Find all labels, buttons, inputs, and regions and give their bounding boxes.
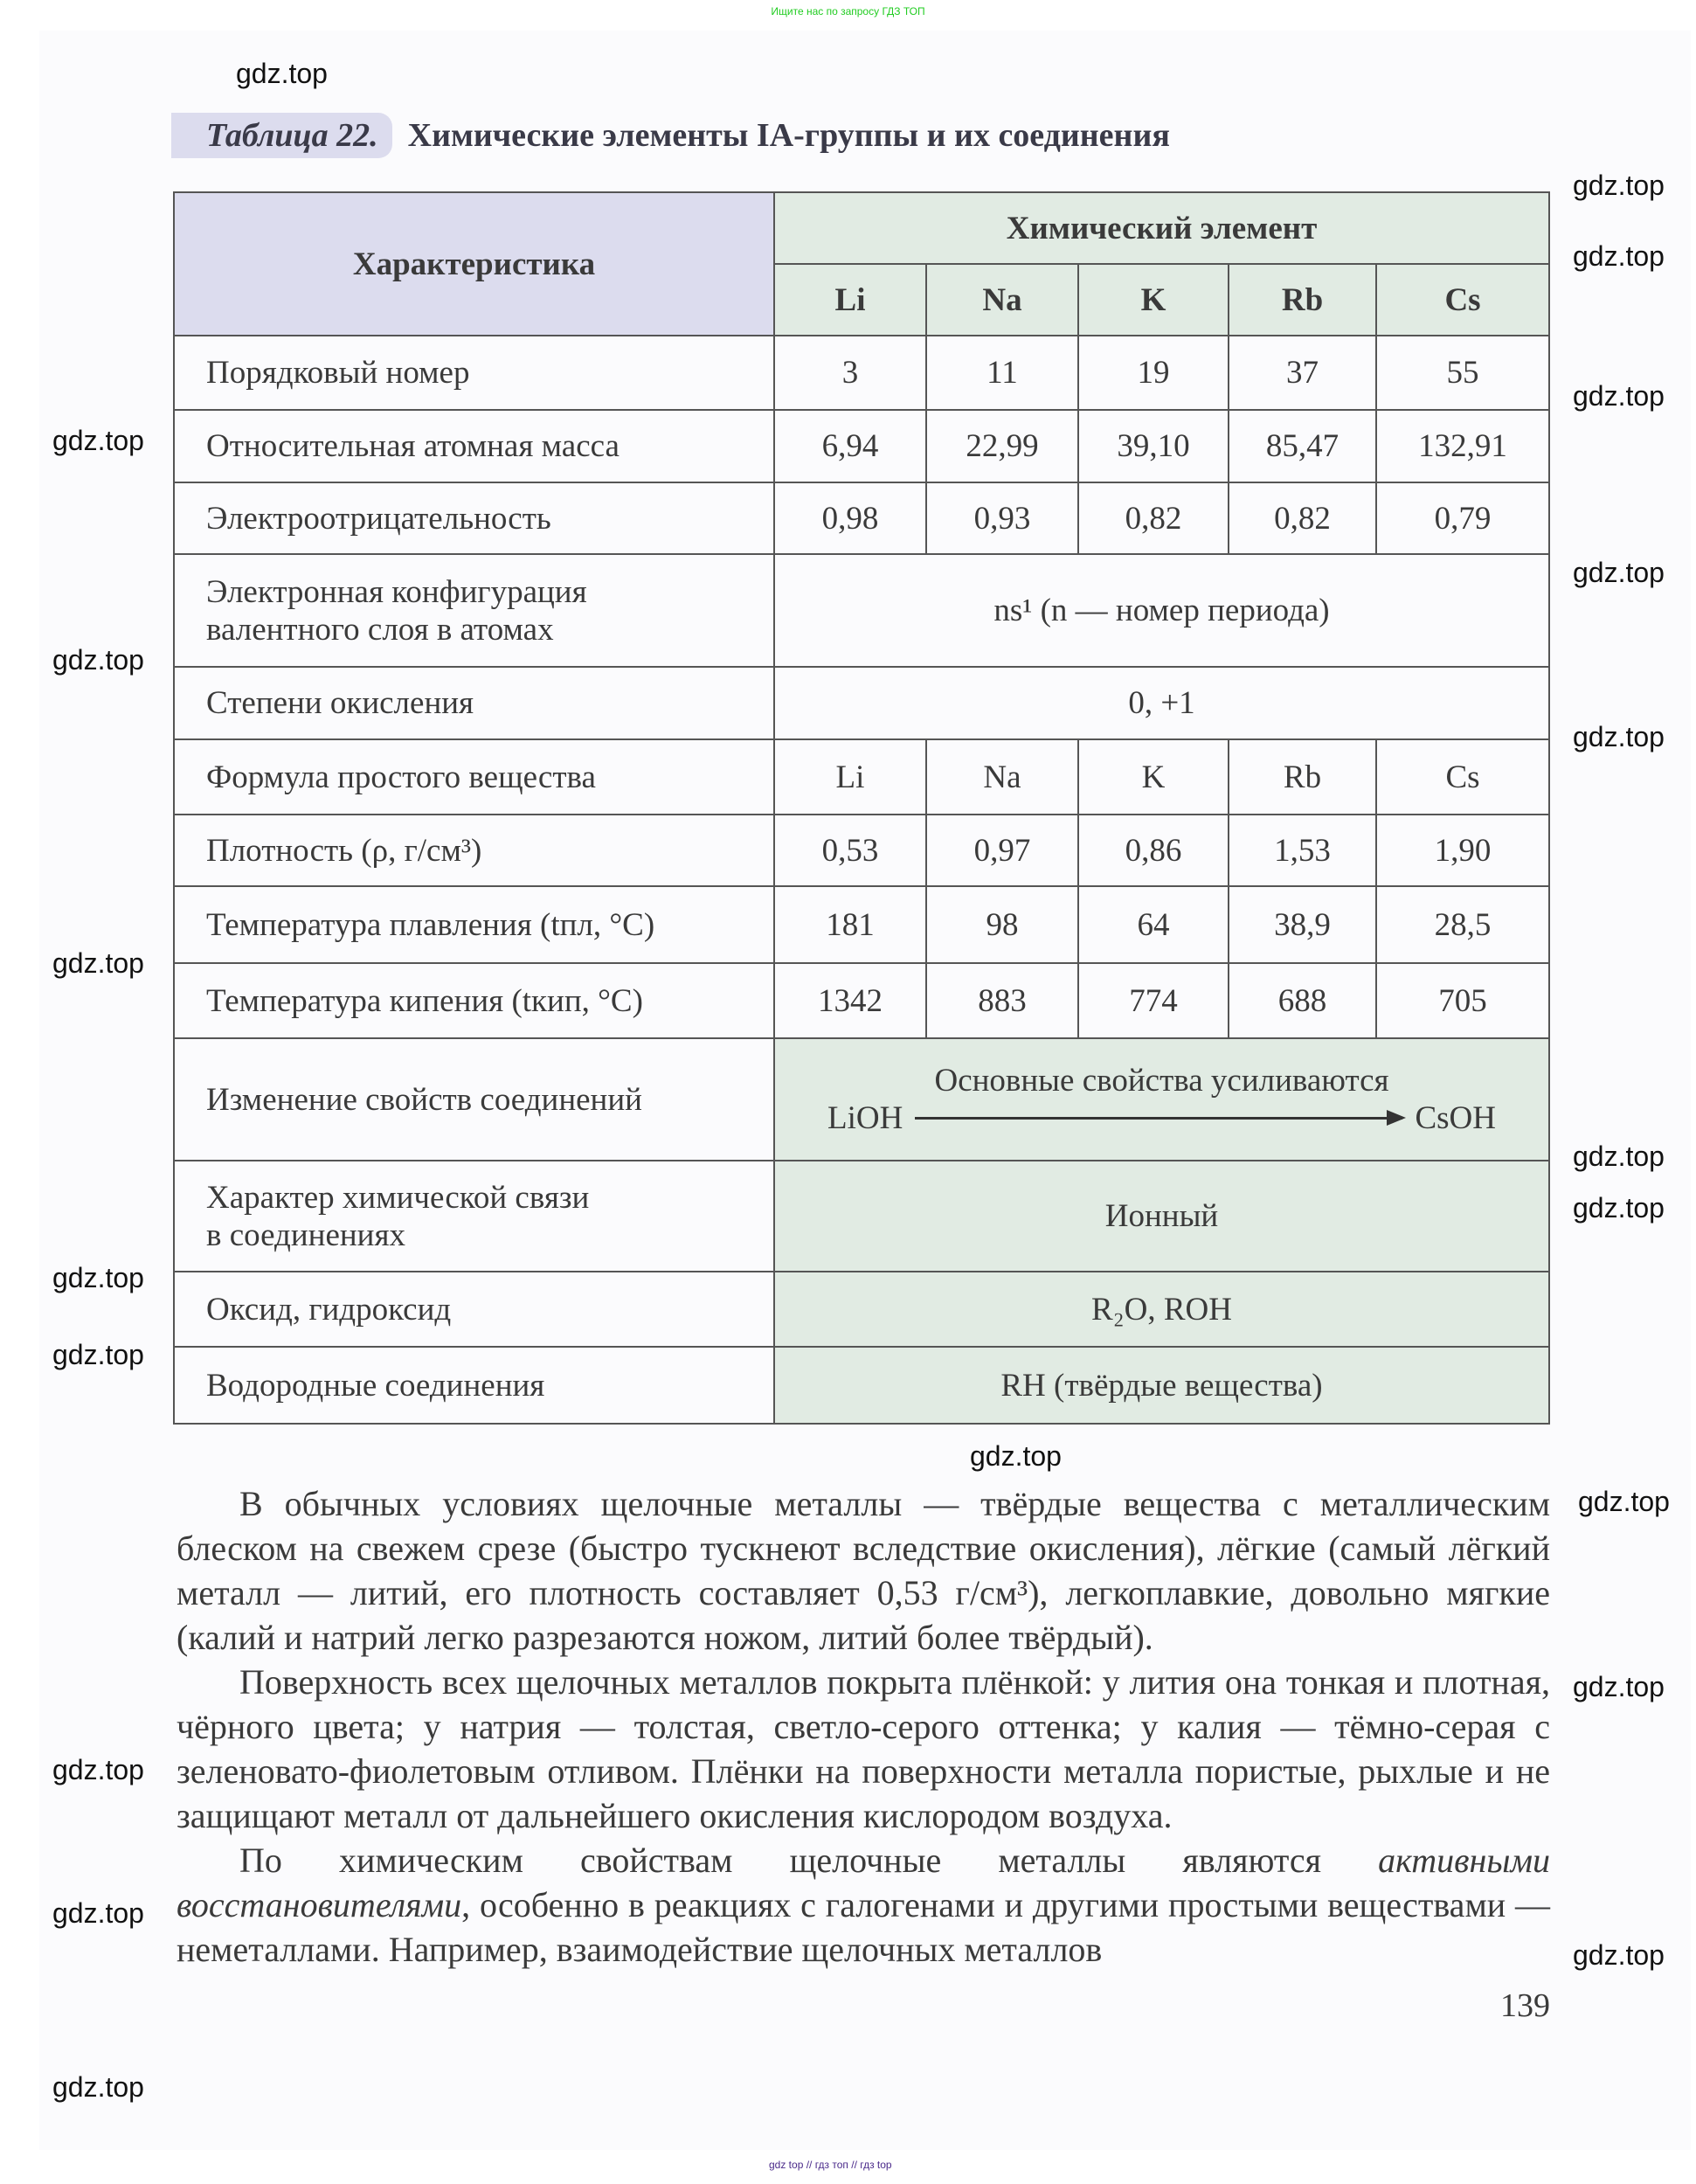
paragraph: По химическим свойствам щелочные металлы являются активными восстановителями, особенно в реакциях с галогенами и другими простыми веществами — неметаллами. Например, взаимодействие щелочных металлов (177, 1841, 1550, 1969)
watermark: gdz.top (52, 1897, 144, 1929)
cell-value: 705 (1376, 963, 1549, 1038)
emphasis: активными восстановителями (177, 1841, 1550, 1924)
cell-value: Cs (1376, 739, 1549, 815)
table-row (174, 815, 1549, 886)
cell-value: 1,53 (1229, 815, 1376, 886)
row-label: Электронная конфигурация валентного слоя в атомах (174, 554, 774, 667)
elements-table (173, 191, 1550, 1425)
element-header: Li (774, 264, 926, 336)
arrow-icon: LiOH CsOH (827, 1100, 1496, 1136)
watermark: gdz.top (52, 1339, 144, 1370)
top-note: Ищите нас по запросу ГДЗ ТОП (771, 5, 925, 17)
cell-value: K (1078, 739, 1229, 815)
cell-value: 1342 (774, 963, 926, 1038)
cell-value: 64 (1078, 886, 1229, 963)
header-element: Химический элемент (774, 192, 1549, 264)
table-row (174, 1161, 1549, 1272)
row-label: Водородные соединения (174, 1347, 774, 1424)
cell-value: Rb (1229, 739, 1376, 815)
cell-value: 0,97 (926, 815, 1078, 886)
cell-value: 6,94 (774, 410, 926, 482)
table-title (171, 114, 1170, 157)
cell-value: 883 (926, 963, 1078, 1038)
row-label: Порядковый номер (174, 336, 774, 410)
cell-value: 132,91 (1376, 410, 1549, 482)
cell-value: 3 (774, 336, 926, 410)
cell-value: Li (774, 739, 926, 815)
cell-value: 85,47 (1229, 410, 1376, 482)
cell-value: 0,53 (774, 815, 926, 886)
cell-value: 0,98 (774, 482, 926, 554)
watermark: gdz.top (970, 1440, 1062, 1472)
row-label: Относительная атомная масса (174, 410, 774, 482)
watermark: gdz.top (52, 2071, 144, 2103)
element-header: K (1078, 264, 1229, 336)
watermark: gdz.top (1573, 1671, 1665, 1702)
cell-value: ns¹ (n — номер периода) (774, 554, 1549, 667)
cell-value: 55 (1376, 336, 1549, 410)
cell-value: 0,82 (1078, 482, 1229, 554)
table-row (174, 482, 1549, 554)
cell-value: 39,10 (1078, 410, 1229, 482)
watermark: gdz.top (1573, 170, 1665, 201)
watermark: gdz.top (52, 1262, 144, 1293)
paragraph: Поверхность всех щелочных металлов покрыта плёнкой: у лития она тонкая и плотная, чёрного цвета; у натрия — толстая, светло-серого оттенка; у калия — тёмно-серая с зеленовато-фиолетовым отливом. Плёнки на поверхности металла пористые, рыхлые и не защищают металл от дальнейшего окисления кислородом воздуха. (177, 1662, 1550, 1835)
row-label: Степени окисления (174, 667, 774, 739)
body-text (177, 1481, 1550, 2028)
table-row (174, 667, 1549, 739)
cell-value: 38,9 (1229, 886, 1376, 963)
cell-value: Основные свойства усиливаются LiOH CsOH (774, 1038, 1549, 1161)
cell-value: 0,93 (926, 482, 1078, 554)
watermark: gdz.top (1573, 1939, 1665, 1971)
table-row (174, 554, 1549, 667)
cell-value: R₂O, ROH (774, 1272, 1549, 1347)
cell-value: 11 (926, 336, 1078, 410)
table-row (174, 1272, 1549, 1347)
cell-value: 19 (1078, 336, 1229, 410)
watermark: gdz.top (1573, 240, 1665, 272)
table-row (174, 336, 1549, 410)
watermark: gdz.top (1573, 557, 1665, 588)
watermark: gdz.top (52, 644, 144, 676)
watermark: gdz.top (52, 425, 144, 456)
row-label: Характер химической связи в соединениях (174, 1161, 774, 1272)
cell-value: RH (твёрдые вещества) (774, 1347, 1549, 1424)
cell-value: 98 (926, 886, 1078, 963)
table-row (174, 410, 1549, 482)
cell-value: 37 (1229, 336, 1376, 410)
table-number: Таблица 22. (171, 113, 392, 158)
watermark: gdz.top (1573, 1141, 1665, 1172)
element-header: Cs (1376, 264, 1549, 336)
row-label: Температура кипения (tкип, °C) (174, 963, 774, 1038)
row-label: Электроотрицательность (174, 482, 774, 554)
row-label: Оксид, гидроксид (174, 1272, 774, 1347)
bottom-note: gdz top // гдз топ // гдз top (769, 2159, 892, 2171)
cell-value: 0, +1 (774, 667, 1549, 739)
cell-value: Na (926, 739, 1078, 815)
cell-value: 774 (1078, 963, 1229, 1038)
watermark: gdz.top (1573, 380, 1665, 412)
cell-value: 181 (774, 886, 926, 963)
table-row (174, 739, 1549, 815)
cell-value: 0,86 (1078, 815, 1229, 886)
element-header: Rb (1229, 264, 1376, 336)
row-label: Плотность (ρ, г/см³) (174, 815, 774, 886)
cell-value: 22,99 (926, 410, 1078, 482)
cell-value: 688 (1229, 963, 1376, 1038)
table-row (174, 1347, 1549, 1424)
watermark: gdz.top (52, 947, 144, 979)
page-number: 139 (1500, 1987, 1550, 2024)
watermark: gdz.top (1573, 721, 1665, 752)
cell-value: 0,82 (1229, 482, 1376, 554)
cell-value: 1,90 (1376, 815, 1549, 886)
row-label: Формула простого вещества (174, 739, 774, 815)
watermark: gdz.top (1578, 1486, 1670, 1517)
table-row (174, 963, 1549, 1038)
watermark: gdz.top (52, 1754, 144, 1785)
element-header: Na (926, 264, 1078, 336)
row-label: Изменение свойств соединений (174, 1038, 774, 1161)
header-characteristic: Характеристика (174, 192, 774, 336)
cell-value: 28,5 (1376, 886, 1549, 963)
cell-value: Ионный (774, 1161, 1549, 1272)
cell-value: 0,79 (1376, 482, 1549, 554)
row-label: Температура плавления (tпл, °C) (174, 886, 774, 963)
table-row (174, 1038, 1549, 1161)
paragraph: В обычных условиях щелочные металлы — твёрдые вещества с металлическим блеском на свежем срезе (быстро тускнеют вследствие окисления), лёгкие (самый лёгкий металл — литий, его плотность составляет 0,53 г/см³), легкоплавкие, довольно мягкие (калий и натрий легко разрезаются ножом, литий более твёрдый). (177, 1484, 1550, 1657)
table-caption: Химические элементы IA-группы и их соединения (407, 117, 1170, 154)
watermark: gdz.top (236, 58, 328, 89)
watermark: gdz.top (1573, 1192, 1665, 1224)
table-row (174, 886, 1549, 963)
